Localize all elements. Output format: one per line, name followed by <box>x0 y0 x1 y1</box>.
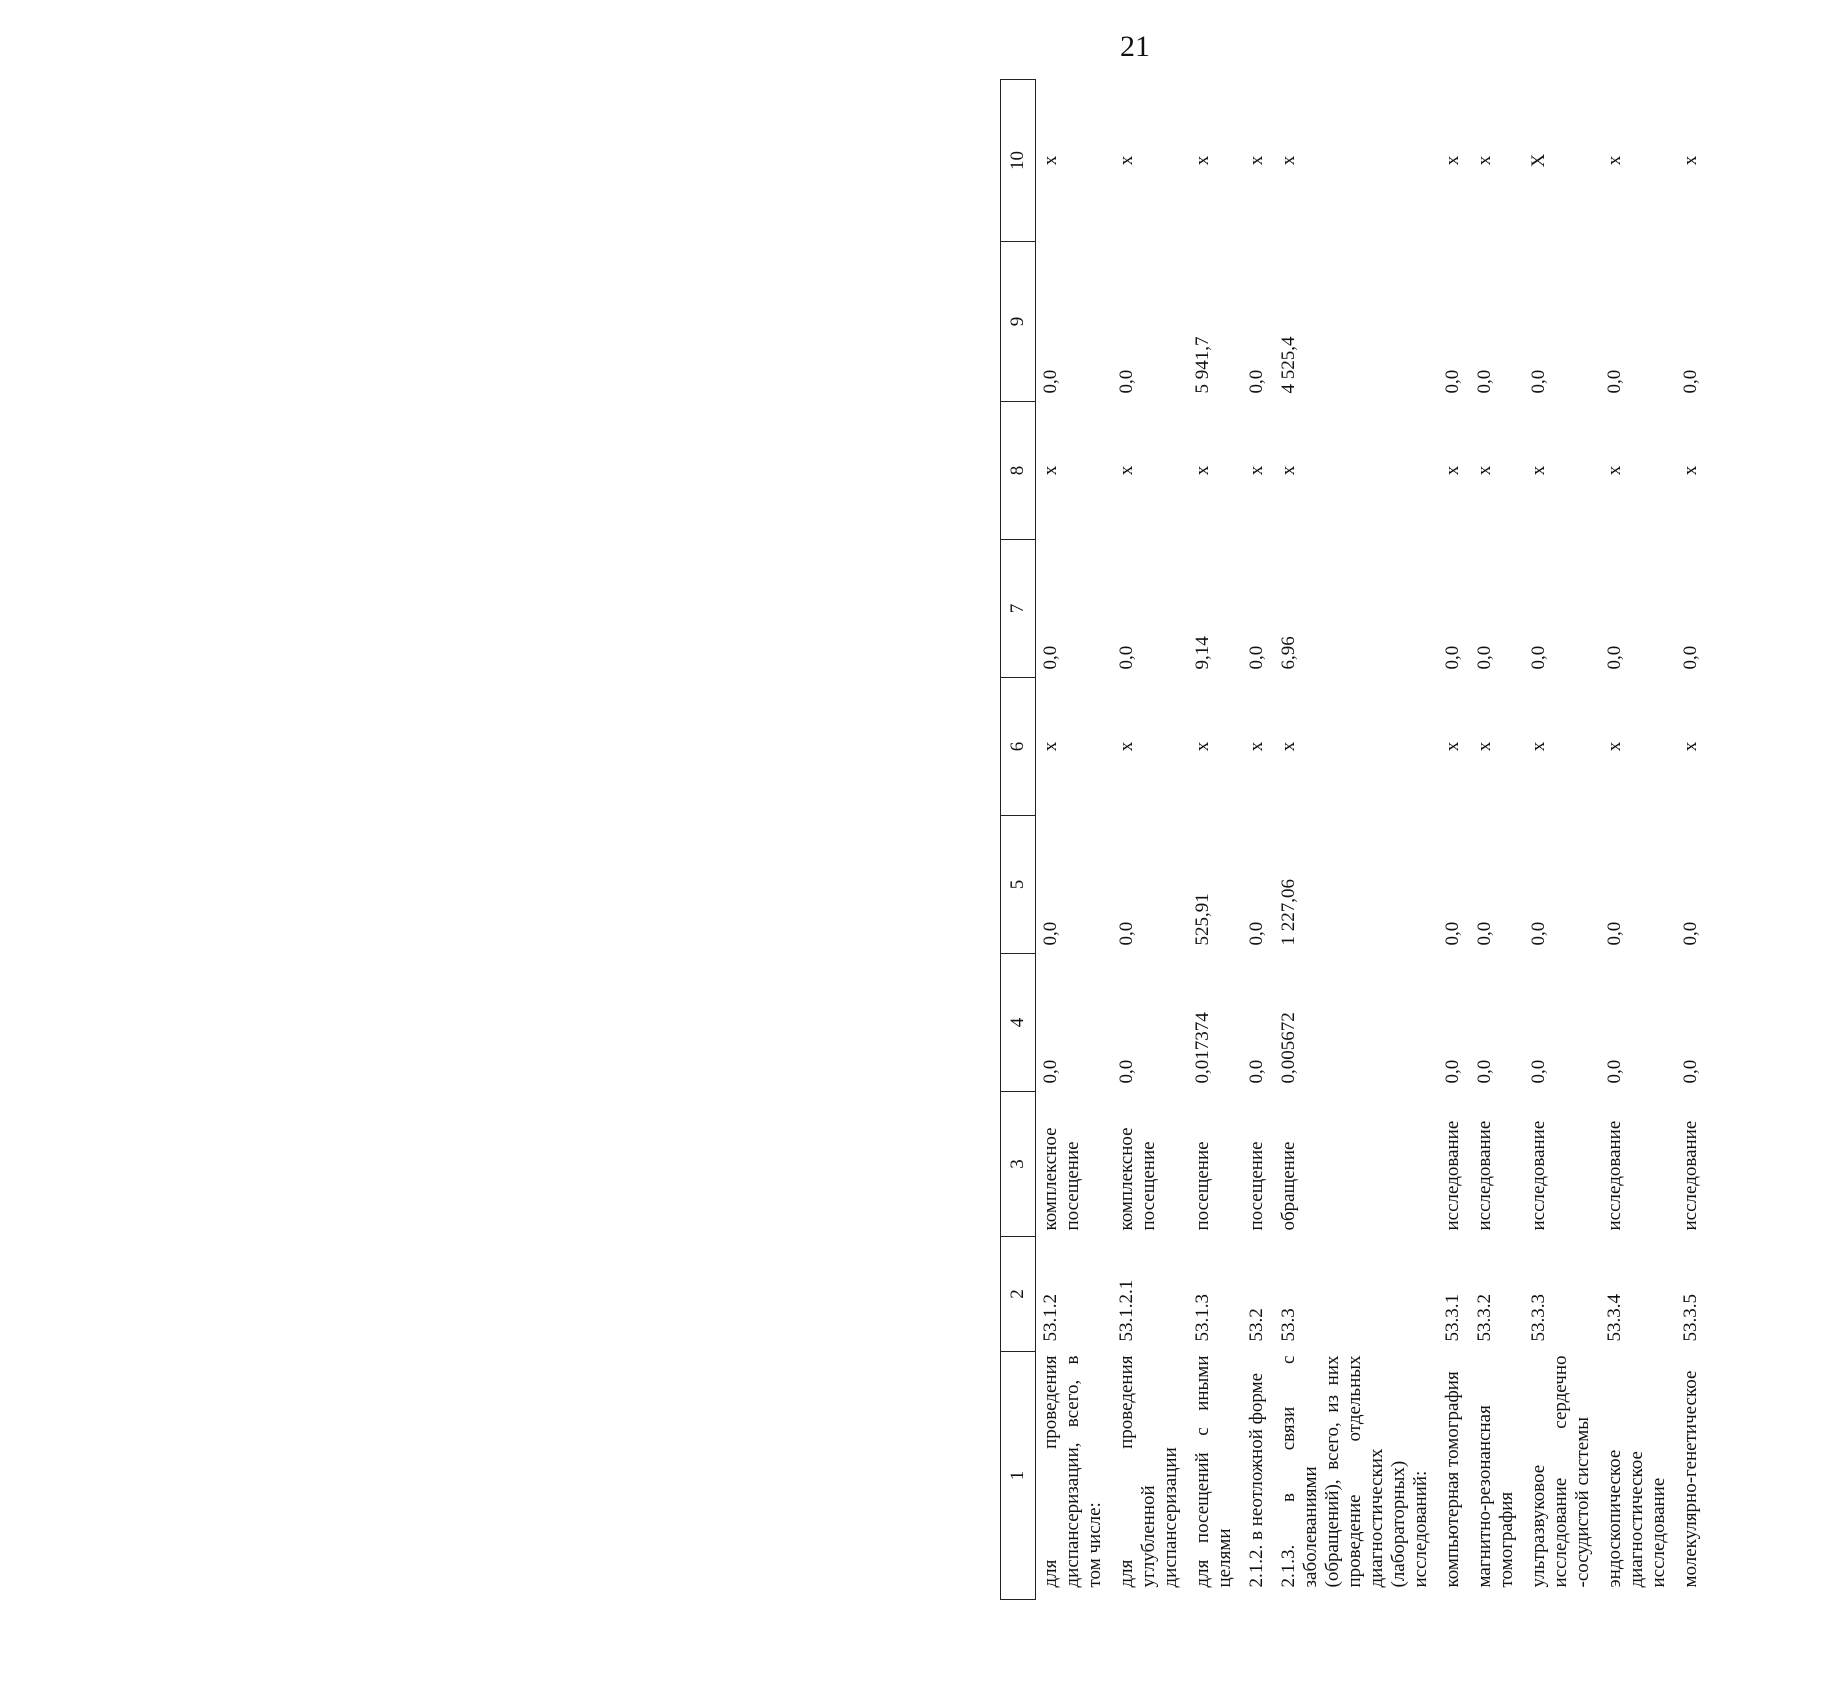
row-unit: комплексное посещение <box>1116 1127 1159 1231</box>
row-unit: исследование <box>1680 1120 1701 1231</box>
cell-col5: 525,91 <box>1192 893 1213 946</box>
row-code: 53.1.2.1 <box>1116 1279 1137 1342</box>
cell-col8: x <box>1040 465 1061 476</box>
table-row <box>1676 80 1708 1600</box>
cell-col5: 0,0 <box>1442 921 1463 946</box>
col-header-9: 9 <box>1001 242 1036 402</box>
cell-col5: 0,0 <box>1604 921 1625 946</box>
data-table <box>1000 79 1708 1600</box>
table-row <box>1112 80 1188 1600</box>
row-code: 53.3.1 <box>1442 1294 1463 1342</box>
cell-col8: x <box>1192 465 1213 476</box>
row-code: 53.3.3 <box>1528 1294 1549 1342</box>
row-code: 53.1.2 <box>1040 1294 1061 1342</box>
col-header-10: 10 <box>1001 80 1036 242</box>
col-header-4: 4 <box>1001 954 1036 1092</box>
cell-col8: x <box>1604 465 1625 476</box>
cell-col6: x <box>1442 741 1463 752</box>
cell-col10: x <box>1040 155 1061 166</box>
rotated-table-container <box>1000 80 1840 1600</box>
table-row <box>1470 80 1524 1600</box>
cell-col8: x <box>1680 465 1701 476</box>
cell-col5: 0,0 <box>1474 921 1495 946</box>
cell-col10: x <box>1116 155 1137 166</box>
row-label: для проведения углубленной диспансеризации <box>1116 1355 1181 1588</box>
cell-col9: 5 941,7 <box>1192 336 1213 394</box>
cell-col5: 0,0 <box>1116 921 1137 946</box>
row-code: 53.3.4 <box>1604 1294 1625 1342</box>
cell-col7: 6,96 <box>1278 636 1299 670</box>
row-code: 53.1.3 <box>1192 1294 1213 1342</box>
table-row <box>1242 80 1274 1600</box>
cell-col5: 0,0 <box>1246 921 1267 946</box>
cell-col9: 0,0 <box>1040 369 1061 394</box>
cell-col10: x <box>1604 155 1625 166</box>
row-label: эндоскопическое диагностическое исследование <box>1604 1449 1669 1588</box>
col-header-5: 5 <box>1001 816 1036 954</box>
cell-col4: 0,0 <box>1474 1059 1495 1084</box>
col-header-6: 6 <box>1001 678 1036 816</box>
cell-col10: x <box>1474 155 1495 166</box>
cell-col9: 0,0 <box>1474 369 1495 394</box>
col-header-8: 8 <box>1001 402 1036 540</box>
col-header-2: 2 <box>1001 1237 1036 1352</box>
cell-col9: 0,0 <box>1528 369 1549 394</box>
cell-col9: 0,0 <box>1246 369 1267 394</box>
cell-col6: x <box>1116 741 1137 752</box>
cell-col4: 0,0 <box>1680 1059 1701 1084</box>
row-unit: исследование <box>1528 1120 1549 1231</box>
row-label: для посещений с иными целями <box>1192 1355 1235 1588</box>
cell-col9: 0,0 <box>1442 369 1463 394</box>
cell-col8: x <box>1474 465 1495 476</box>
cell-col5: 0,0 <box>1680 921 1701 946</box>
row-code: 53.3.5 <box>1680 1294 1701 1342</box>
cell-col10: x <box>1246 155 1267 166</box>
cell-col6: x <box>1246 741 1267 752</box>
row-code: 53.3.2 <box>1474 1294 1495 1342</box>
row-unit: посещение <box>1246 1141 1267 1231</box>
col-header-7: 7 <box>1001 540 1036 678</box>
row-code: 53.3 <box>1278 1308 1299 1342</box>
cell-col4: 0,017374 <box>1192 1012 1213 1084</box>
cell-col7: 0,0 <box>1604 645 1625 670</box>
row-label: ультразвуковое исследование сердечно -сосудистой системы <box>1528 1355 1593 1588</box>
table-row <box>1274 80 1438 1600</box>
table-row <box>1600 80 1676 1600</box>
row-unit: посещение <box>1192 1141 1213 1231</box>
row-unit: исследование <box>1442 1120 1463 1231</box>
row-label: магнитно-резонансная томография <box>1474 1405 1517 1588</box>
col-header-1: 1 <box>1001 1352 1036 1600</box>
cell-col9: 0,0 <box>1604 369 1625 394</box>
cell-col6: x <box>1278 741 1299 752</box>
col-header-3: 3 <box>1001 1092 1036 1237</box>
cell-col4: 0,0 <box>1116 1059 1137 1084</box>
row-unit: исследование <box>1474 1120 1495 1231</box>
cell-col5: 0,0 <box>1528 921 1549 946</box>
header-row <box>1001 80 1036 1600</box>
cell-col7: 9,14 <box>1192 636 1213 670</box>
table-row <box>1036 80 1113 1600</box>
cell-col8: x <box>1278 465 1299 476</box>
cell-col5: 0,0 <box>1040 921 1061 946</box>
cell-col10: X <box>1528 153 1549 168</box>
cell-col7: 0,0 <box>1442 645 1463 670</box>
table-row <box>1438 80 1470 1600</box>
cell-col7: 0,0 <box>1040 645 1061 670</box>
cell-col4: 0,0 <box>1604 1059 1625 1084</box>
cell-col7: 0,0 <box>1246 645 1267 670</box>
cell-col8: x <box>1528 465 1549 476</box>
cell-col6: x <box>1528 741 1549 752</box>
row-unit: обращение <box>1278 1141 1299 1231</box>
cell-col9: 0,0 <box>1116 369 1137 394</box>
cell-col6: x <box>1040 741 1061 752</box>
cell-col10: x <box>1442 155 1463 166</box>
cell-col6: x <box>1604 741 1625 752</box>
cell-col4: 0,0 <box>1040 1059 1061 1084</box>
cell-col8: x <box>1442 465 1463 476</box>
row-label: компьютерная томография <box>1442 1371 1463 1588</box>
cell-col8: x <box>1116 465 1137 476</box>
cell-col9: 4 525,4 <box>1278 336 1299 394</box>
cell-col7: 0,0 <box>1528 645 1549 670</box>
cell-col10: x <box>1192 155 1213 166</box>
row-unit: комплексное посещение <box>1040 1127 1083 1231</box>
cell-col10: x <box>1680 155 1701 166</box>
cell-col4: 0,0 <box>1442 1059 1463 1084</box>
cell-col10: x <box>1278 155 1299 166</box>
table-row <box>1188 80 1242 1600</box>
cell-col9: 0,0 <box>1680 369 1701 394</box>
cell-col4: 0,0 <box>1246 1059 1267 1084</box>
cell-col6: x <box>1680 741 1701 752</box>
cell-col7: 0,0 <box>1116 645 1137 670</box>
cell-col6: x <box>1474 741 1495 752</box>
row-label: для проведения диспансеризации, всего, в том числе: <box>1040 1355 1105 1588</box>
cell-col6: x <box>1192 741 1213 752</box>
cell-col5: 1 227,06 <box>1278 879 1299 946</box>
row-label: 2.1.2. в неотложной форме <box>1246 1372 1267 1588</box>
table-row <box>1524 80 1600 1600</box>
row-label: молекулярно-генетическое <box>1680 1370 1701 1588</box>
row-code: 53.2 <box>1246 1308 1267 1342</box>
cell-col4: 0,005672 <box>1278 1012 1299 1084</box>
row-unit: исследование <box>1604 1120 1625 1231</box>
page-number: 21 <box>1120 30 1150 63</box>
cell-col8: x <box>1246 465 1267 476</box>
cell-col4: 0,0 <box>1528 1059 1549 1084</box>
cell-col7: 0,0 <box>1680 645 1701 670</box>
row-label: 2.1.3. в связи с заболеваниями (обращений), всего, из них проведение отдельных диагностических (лабораторных) исследований: <box>1278 1355 1431 1588</box>
cell-col7: 0,0 <box>1474 645 1495 670</box>
